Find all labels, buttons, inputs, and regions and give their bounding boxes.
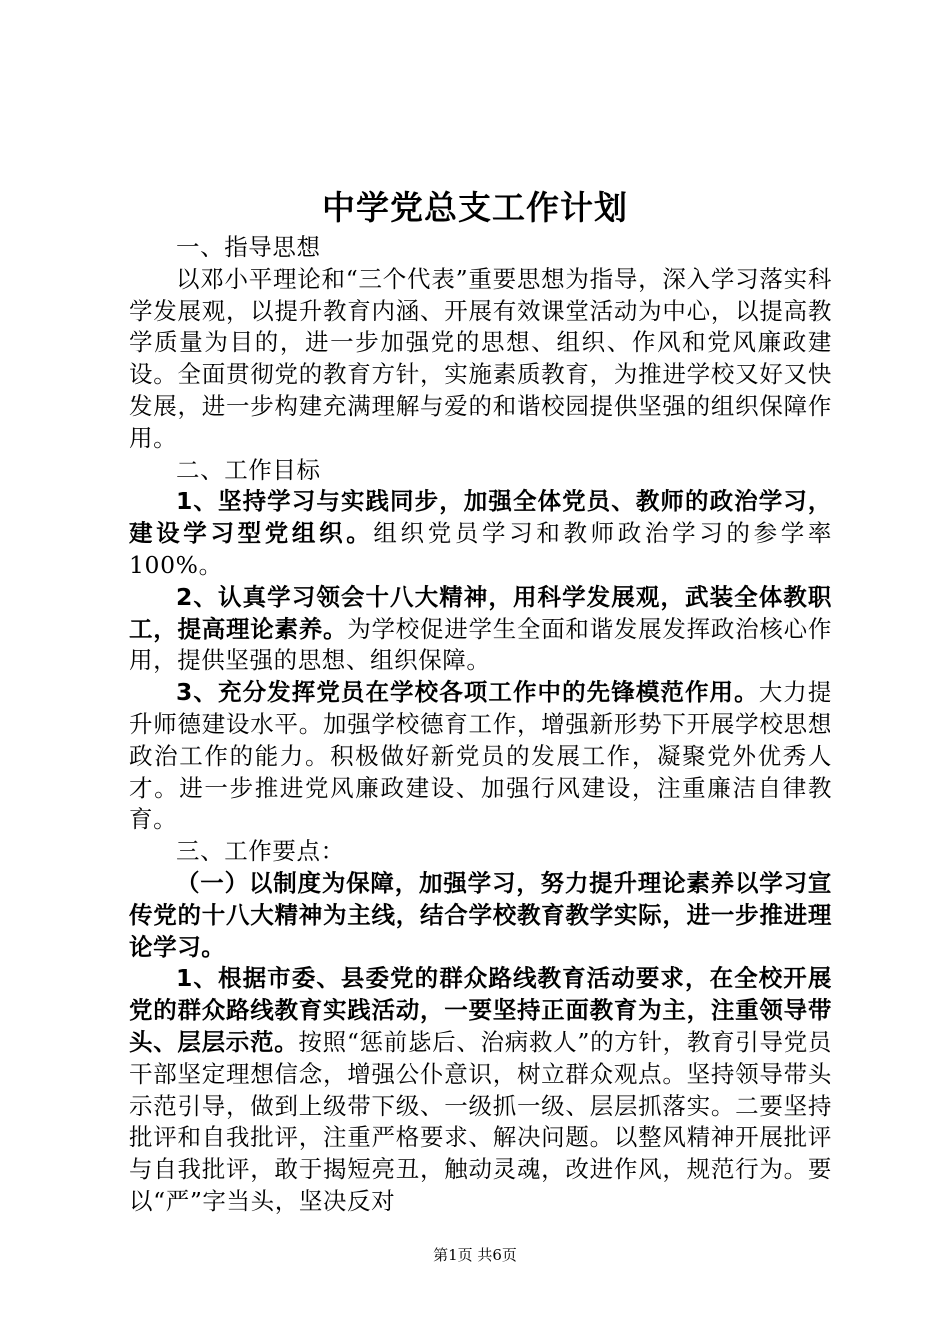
- goal2-paragraph: [129, 582, 832, 677]
- point1-paragraph: [129, 868, 832, 963]
- goal3-bold-text: 3、充分发挥党员在学校各项工作中的先锋模范作用。: [176, 678, 759, 707]
- goal3-paragraph: [129, 677, 832, 836]
- page-footer: 第1页 共6页: [433, 1246, 517, 1264]
- section1-heading: 一、指导思想: [176, 233, 321, 261]
- section1-paragraph: 以邓小平理论和“三个代表”重要思想为指导，深入学习落实科学发展观，以提升教育内涵、开展有效课堂活动为中心，以提高教学质量为目的，进一步加强党的思想、组织、作风和党风廉政建设。全面贯彻党的教育方针，实施素质教育，为推进学校又好又快发展，进一步构建充满理解与爱的和谐校园提供坚强的组织保障作用。: [129, 264, 832, 452]
- section2-heading: 二、工作目标: [176, 455, 321, 484]
- item1-paragraph: [129, 963, 832, 1217]
- document-title: 中学党总支工作计划: [322, 188, 628, 227]
- goal3-text: 大力提升师德建设水平。加强学校德育工作，增强新形势下开展学校思想政治工作的能力。积极做好新党员的发展工作，凝聚党外优秀人才。进一步推进党风廉政建设、加强行风建设，注重廉洁自律教育。: [129, 678, 832, 834]
- goal2-bold-text: 2、认真学习领会十八大精神，用科学发展观，武装全体教职工，提高理论素养。: [129, 582, 832, 643]
- document-body: [129, 232, 832, 1218]
- item1-text: 按照“惩前毖后、治病救人”的方针，教育引导党员干部坚定理想信念，增强公仆意识，树立群众观点。坚持领导带头示范引导，做到上级带下级、一级抓一级、层层抓落实。二要坚持批评和自我批评，注重严格要求、解决问题。以整风精神开展批评与自我批评，敢于揭短亮丑，触动灵魂，改进作风，规范行为。要以“严”字当头，坚决反对: [129, 1027, 833, 1215]
- point1-bold-text: （一）以制度为保障，加强学习，努力提升理论素养以学习宣传党的十八大精神为主线，结合学校教育教学实际，进一步推进理论学习。: [129, 868, 832, 961]
- goal1-text: 组织党员学习和教师政治学习的参学率100%。: [129, 519, 832, 579]
- goal1-bold-text: 1、坚持学习与实践同步，加强全体党员、教师的政治学习，建设学习型党组织。: [129, 487, 832, 548]
- item1-bold-text: 1、根据市委、县委党的群众路线教育活动要求，在全校开展党的群众路线教育实践活动，一要坚持正面教育为主，注重领导带头、层层示范。: [129, 964, 832, 1056]
- goal1-paragraph: [129, 486, 832, 581]
- goal2-text: 为学校促进学生全面和谐发展发挥政治核心作用，提供坚强的思想、组织保障。: [129, 614, 832, 675]
- section3-heading: 三、工作要点：: [176, 837, 345, 866]
